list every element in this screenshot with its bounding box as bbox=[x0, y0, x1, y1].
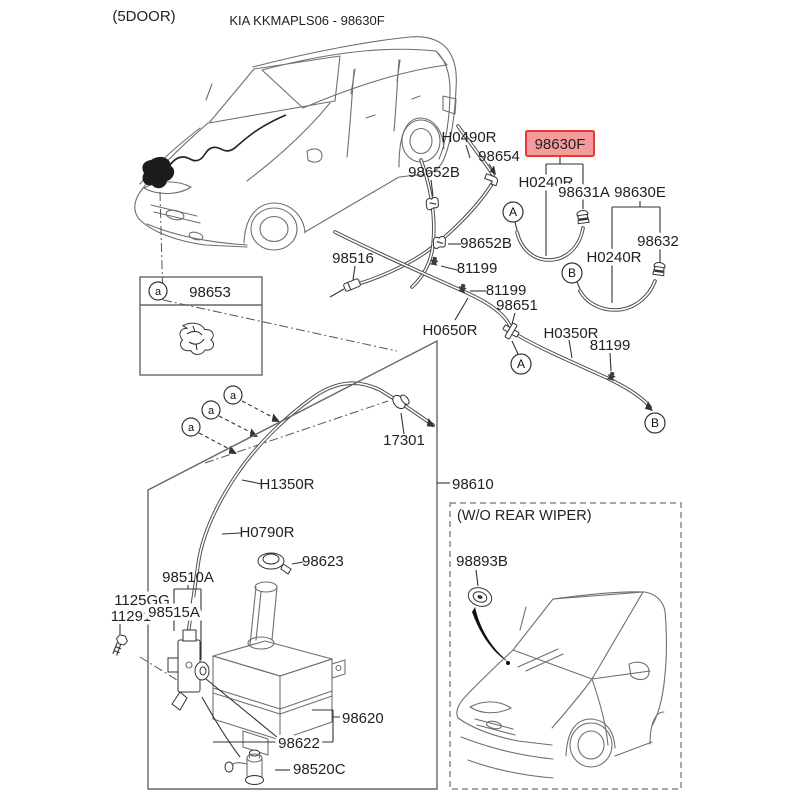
part-label-h0650r: H0650R bbox=[422, 322, 478, 339]
washer-nozzle-blob bbox=[142, 157, 174, 188]
rear-washer-section bbox=[330, 126, 679, 433]
sedan-headlight bbox=[470, 702, 511, 713]
svg-text:a: a bbox=[187, 422, 195, 434]
sedan-car-drawing bbox=[457, 592, 667, 778]
inset-clip-box bbox=[140, 277, 262, 375]
elbow-connector-98654 bbox=[484, 174, 499, 186]
pointer-arrow bbox=[472, 607, 508, 662]
svg-text:B: B bbox=[567, 266, 577, 280]
clip-icon-98652b-2 bbox=[432, 236, 447, 249]
wo-rear-wiper-title: (W/O REAR WIPER) bbox=[457, 508, 592, 524]
hatchback-car-drawing bbox=[135, 37, 457, 250]
svg-text:98630F: 98630F bbox=[534, 136, 586, 153]
part-label-98652b-2: 98652B bbox=[460, 235, 512, 252]
part-label-h1350r: H1350R bbox=[259, 476, 315, 493]
clip-drawing-98653 bbox=[177, 321, 217, 357]
marker-a-2 bbox=[202, 401, 220, 419]
svg-text:A: A bbox=[516, 357, 526, 371]
svg-text:a: a bbox=[207, 405, 215, 417]
highlighted-part-98630f[interactable] bbox=[526, 131, 594, 156]
svg-text:a: a bbox=[154, 286, 162, 298]
marker-B-lower bbox=[645, 413, 665, 433]
part-label-98623: 98623 bbox=[302, 553, 344, 570]
hood-washer-hose bbox=[170, 115, 286, 165]
marker-A-upper bbox=[503, 202, 523, 222]
marker-a-1 bbox=[224, 386, 242, 404]
part-label-81199-2: 81199 bbox=[485, 282, 527, 299]
part-label-81199-3: 81199 bbox=[589, 337, 631, 354]
part-label-11291: 11291 bbox=[110, 608, 152, 625]
filler-cap-98623 bbox=[258, 553, 291, 574]
svg-text:a: a bbox=[229, 390, 237, 402]
part-label-98631a: 98631A bbox=[558, 184, 610, 201]
part-label-81199-1: 81199 bbox=[456, 260, 498, 277]
marker-a-3 bbox=[182, 418, 200, 436]
part-label-98651: 98651 bbox=[496, 297, 538, 314]
part-label-1125gg: 1125GG bbox=[114, 592, 170, 609]
part-label-98610: 98610 bbox=[452, 476, 494, 493]
part-label-98630e: 98630E bbox=[614, 184, 666, 201]
antenna bbox=[206, 84, 212, 100]
grommet-98622 bbox=[195, 662, 209, 680]
nozzle-icon-98631a bbox=[577, 210, 590, 224]
part-label-98652b-1: 98652B bbox=[408, 164, 460, 181]
part-label-98620: 98620 bbox=[342, 710, 384, 727]
wo-rear-wiper-box bbox=[450, 503, 681, 789]
marker-B-upper bbox=[562, 263, 582, 283]
part-label-98654: 98654 bbox=[478, 148, 520, 165]
part-label-h0240r-2: H0240R bbox=[586, 249, 642, 266]
part-label-h0490r: H0490R bbox=[441, 129, 497, 146]
part-label-98653: 98653 bbox=[189, 284, 231, 301]
sensor-98520c bbox=[225, 750, 264, 785]
sedan-windshield bbox=[513, 592, 643, 679]
reservoir-tank-98620 bbox=[213, 582, 345, 755]
part-label-h0790r: H0790R bbox=[239, 524, 295, 541]
marker-a-inset bbox=[149, 282, 167, 300]
side-mirror bbox=[307, 149, 322, 162]
variant-label: (5DOOR) bbox=[112, 8, 176, 25]
marker-A-lower bbox=[511, 354, 531, 374]
page-title: KIA KKMAPLS06 - 98630F bbox=[229, 13, 385, 28]
bolt-icon-1125gg bbox=[108, 633, 131, 657]
clip-icon-98652b-1 bbox=[425, 196, 440, 210]
connector-98516 bbox=[343, 278, 361, 291]
part-label-98510a: 98510A bbox=[162, 569, 214, 586]
plug-icon-98893b bbox=[466, 584, 495, 609]
tee-connector-98651 bbox=[503, 323, 519, 339]
svg-text:B: B bbox=[650, 416, 660, 430]
part-label-h0240r-1: H0240R bbox=[518, 174, 574, 191]
part-label-h0350r: H0350R bbox=[543, 325, 599, 342]
front-hose-section bbox=[182, 383, 437, 634]
part-label-98515a: 98515A bbox=[148, 604, 200, 621]
windshield bbox=[209, 56, 340, 123]
part-label-98516: 98516 bbox=[332, 250, 374, 267]
nozzle-icon-98632 bbox=[653, 262, 666, 276]
svg-text:A: A bbox=[508, 205, 518, 219]
part-label-98893b: 98893B bbox=[456, 553, 508, 570]
sedan-mirror bbox=[629, 662, 649, 679]
part-label-17301: 17301 bbox=[383, 432, 425, 449]
part-label-98622: 98622 bbox=[278, 735, 320, 752]
part-label-98520c: 98520C bbox=[293, 761, 346, 778]
part-label-98632: 98632 bbox=[637, 233, 679, 250]
